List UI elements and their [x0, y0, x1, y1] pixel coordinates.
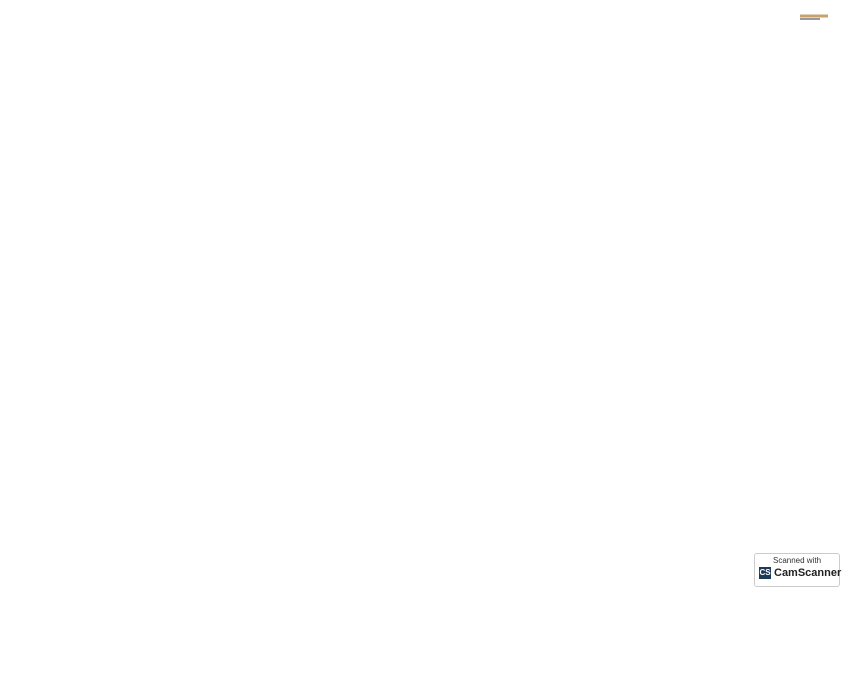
camscanner-logo-icon: CS [759, 568, 771, 578]
scanner-brand [759, 567, 841, 579]
camscanner-badge [754, 553, 840, 587]
scanner-caption: Scanned with [772, 556, 822, 565]
scanner-brand-text: CamScanner [774, 567, 842, 579]
paper-clip-icon [798, 10, 838, 22]
